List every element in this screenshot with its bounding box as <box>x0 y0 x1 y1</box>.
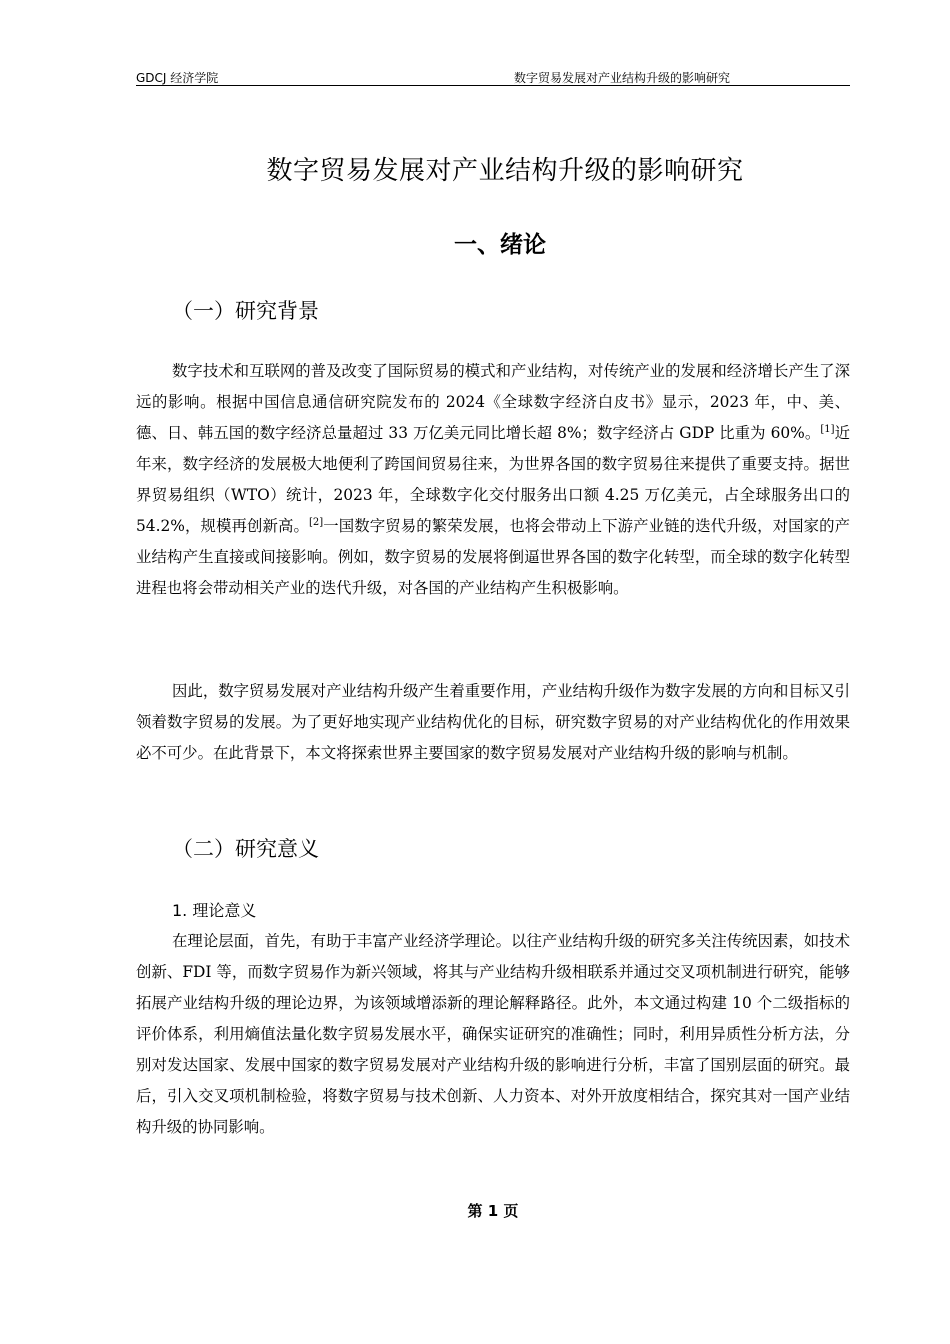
paragraph-text: 数字技术和互联网的普及改变了国际贸易的模式和产业结构，对传统产业的发展和经济增长产生了深远的影响。根据中国信息通信研究院发布的 2024《全球数字经济白皮书》显示，2023 年，中、美、德、日、韩五国的数字经济总量超过 33 万亿美元同比增长超 8%；数字经济占 GDP 比重为 60%。 <box>136 362 850 442</box>
paragraph-text: 近年来，数字经济的发展极大地便利了跨国间贸易往来，为世界各国的数字贸易往来提供了重要支持。据世界贸易组织（WTO）统计，2023 年，全球数字化交付服务出口额 4.25 万亿美元，占全球服务出口的 54.2%，规模再创新高。 <box>136 424 850 535</box>
citation-marker: [1] <box>820 423 835 435</box>
section-heading-significance: （二）研究意义 <box>172 837 319 861</box>
running-header <box>136 67 850 86</box>
document-title: 数字贸易发展对产业结构升级的影响研究 <box>266 156 744 186</box>
page-number: 第 1 页 <box>467 1202 519 1220</box>
chapter-heading: 一、绪论 <box>454 232 546 258</box>
paragraph-background-1 <box>136 356 850 604</box>
paragraph-theory: 在理论层面，首先，有助于丰富产业经济学理论。以往产业结构升级的研究多关注传统因素，如技术创新、FDI 等，而数字贸易作为新兴领域，将其与产业结构升级相联系并通过交叉项机制进行研究，能够拓展产业结构升级的理论边界，为该领域增添新的理论解释路径。此外，本文通过构建 10 个二级指标的评价体系，利用熵值法量化数字贸易发展水平，确保实证研究的准确性；同时，利用异质性分析方法，分别对发达国家、发展中国家的数字贸易发展对产业结构升级的影响进行分析，丰富了国别层面的研究。最后，引入交叉项机制检验，将数字贸易与技术创新、人力资本、对外开放度相结合，探究其对一国产业结构升级的协同影响。 <box>136 932 850 1136</box>
paragraph-text: 一国数字贸易的繁荣发展，也将会带动上下游产业链的迭代升级，对国家的产业结构产生直接或间接影响。例如，数字贸易的发展将倒逼世界各国的数字化转型，而全球的数字化转型进程也将会带动相关产业的迭代升级，对各国的产业结构产生积极影响。 <box>136 517 850 597</box>
header-institution: GDCJ 经济学院 <box>136 71 219 85</box>
header-running-title: 数字贸易发展对产业结构升级的影响研究 <box>514 71 731 85</box>
citation-marker: [2] <box>308 516 324 528</box>
paragraph-background-2: 因此，数字贸易发展对产业结构升级产生着重要作用，产业结构升级作为数字发展的方向和目标又引领着数字贸易的发展。为了更好地实现产业结构优化的目标，研究数字贸易的对产业结构优化的作用效果必不可少。在此背景下，本文将探索世界主要国家的数字贸易发展对产业结构升级的影响与机制。 <box>136 682 850 762</box>
subsection-heading-theory: 1. 理论意义 <box>172 901 257 920</box>
section-heading-background: （一）研究背景 <box>172 299 319 323</box>
